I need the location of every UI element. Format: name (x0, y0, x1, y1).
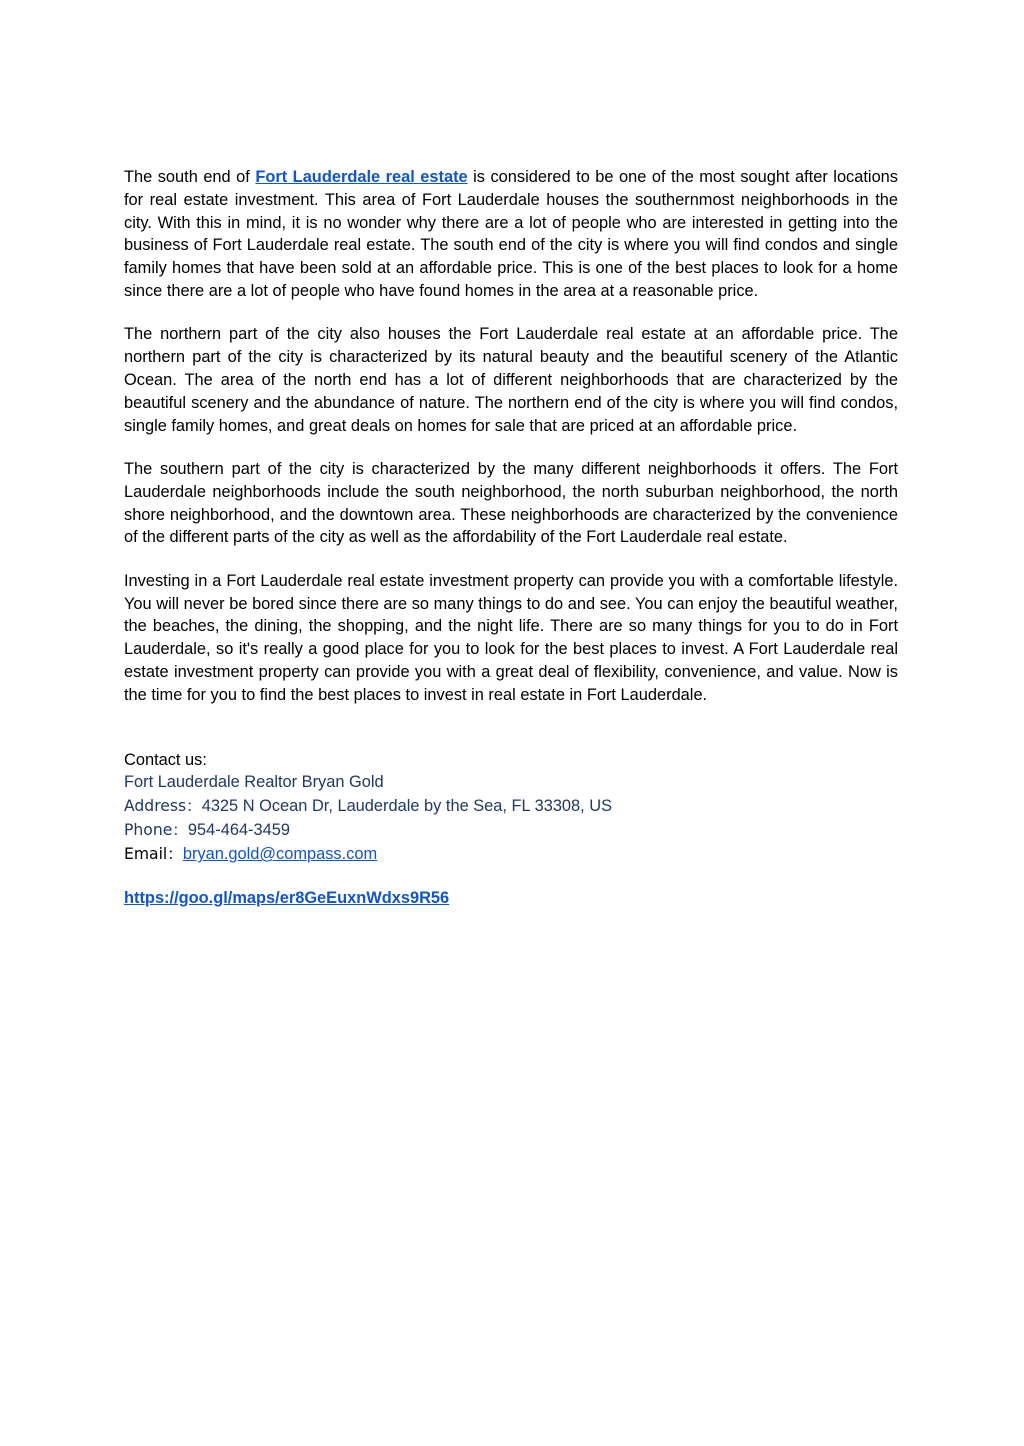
paragraph-investing: Investing in a Fort Lauderdale real estate investment property can provide you with a comfortable lifestyle. You will never be bored since there are so many things to do and see. You can enjoy the beautiful weather, the beaches, the dining, the shopping, and the night life. There are so many things for you to do in Fort Lauderdale, so it's really a good place for you to look for the best places to invest. A Fort Lauderdale real estate investment property can provide you with a great deal of flexibility, convenience, and value. Now is the time for you to find the best places to invest in real estate in Fort Lauderdale. (124, 571, 898, 704)
address-value: 4325 N Ocean Dr, Lauderdale by the Sea, FL 33308, US (201, 797, 613, 816)
contact-heading: Contact us: (124, 750, 207, 769)
fort-lauderdale-real-estate-link[interactable]: Fort Lauderdale real estate (255, 168, 468, 186)
email-label: Email： (124, 845, 183, 864)
paragraph-south-end (124, 166, 898, 303)
paragraph-southern-part: The southern part of the city is characterized by the many different neighborhoods it offers. The Fort Lauderdale neighborhoods include the south neighborhood, the north suburban neighborhood, the north shore neighborhood, and the downtown area. These neighborhoods are characterized by the convenience of the different parts of the city as well as the affordability of the Fort Lauderdale real estate. (124, 459, 898, 547)
phone-value: 954-464-3459 (187, 821, 290, 840)
contact-phone (124, 818, 898, 842)
phone-label: Phone： (124, 821, 188, 840)
contact-email (124, 842, 898, 866)
address-label: Address： (124, 797, 202, 816)
document-page (124, 166, 898, 910)
paragraph-northern-part: The northern part of the city also houses the Fort Lauderdale real estate at an affordable price. The northern part of the city is characterized by its natural beauty and the beautiful scenery of the Atlantic Ocean. The area of the north end has a lot of different neighborhoods that are characterized by the beautiful scenery and the abundance of nature. The northern end of the city is where you will find condos, single family homes, and great deals on homes for sale that are priced at an affordable price. (124, 325, 898, 435)
contact-section (124, 749, 898, 910)
paragraph-text: is considered to be one of the most sought after locations for real estate investment. This area of Fort Lauderdale houses the southernmost neighborhoods in the city. With this in mind, it is no wonder why there are a lot of people who are interested in getting into the business of Fort Lauderdale real estate. The south end of the city is where you will find condos and single family homes that have been sold at an affordable price. This is one of the best places to look for a home since there are a lot of people who have found homes in the area at a reasonable price. (124, 168, 898, 300)
email-link[interactable]: bryan.gold@compass.com (182, 845, 378, 864)
contact-address (124, 794, 898, 818)
contact-name: Fort Lauderdale Realtor Bryan Gold (124, 773, 384, 792)
paragraph-text: The south end of (124, 168, 256, 186)
map-link[interactable]: https://goo.gl/maps/er8GeEuxnWdxs9R56 (124, 889, 450, 908)
